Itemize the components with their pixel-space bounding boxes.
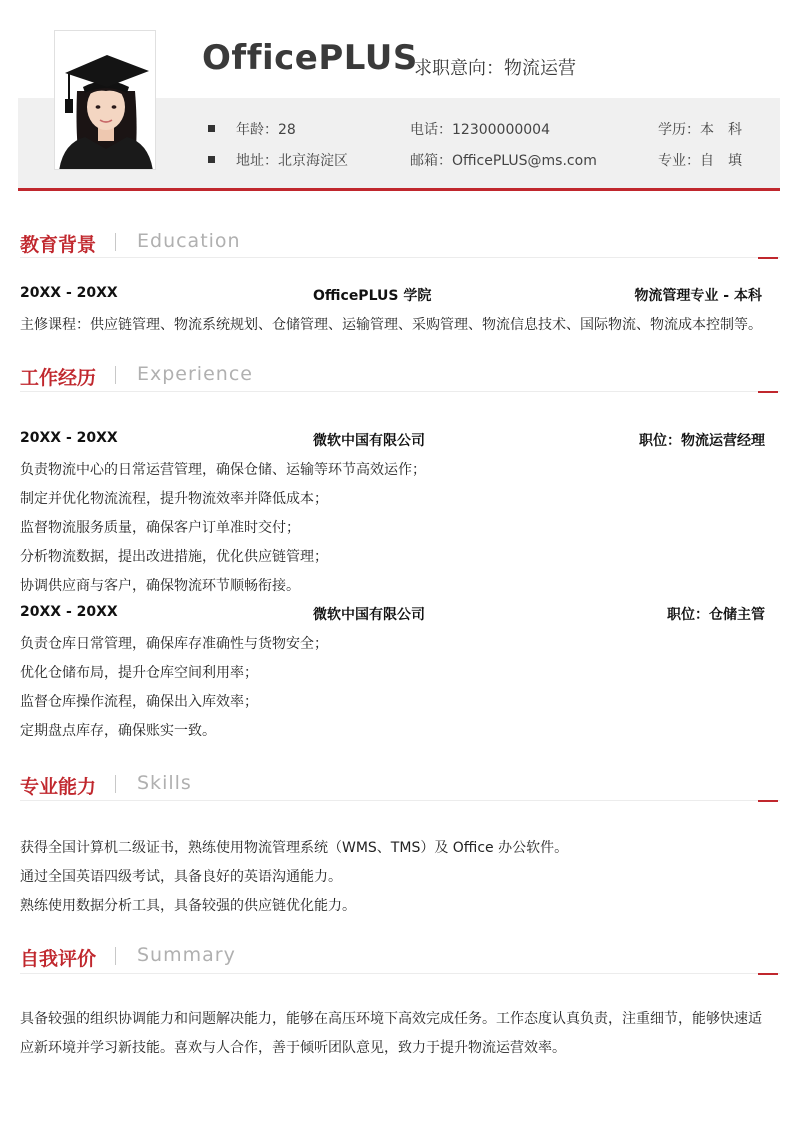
info-address: 地址：北京海淀区 <box>236 153 348 169</box>
bullet-icon <box>208 156 215 163</box>
education-major: 物流管理专业 - 本科 <box>634 288 762 304</box>
skill-item: 熟练使用数据分析工具，具备较强的供应链优化能力。 <box>20 898 356 914</box>
section-subtitle-experience: Experience <box>137 363 253 385</box>
job-duty: 优化仓储布局，提升仓库空间利用率； <box>20 665 258 681</box>
section-subtitle-skills: Skills <box>137 772 192 794</box>
skill-item: 通过全国英语四级考试，具备良好的英语沟通能力。 <box>20 869 342 885</box>
summary-text: 具备较强的组织协调能力和问题解决能力，能够在高压环境下高效完成任务。工作态度认真负责，注重细节，能够快速适应新环境并学习新技能。喜欢与人合作，善于倾听团队意见，致力于提升物流运营效率。 <box>20 1011 762 1056</box>
job-position: 职位：仓储主管 <box>667 607 765 623</box>
section-accent-tick <box>758 391 778 393</box>
job-duty: 监督仓库操作流程，确保出入库效率； <box>20 694 258 710</box>
job-duty: 负责仓库日常管理，确保库存准确性与货物安全； <box>20 636 328 652</box>
section-rule <box>20 800 780 801</box>
section-rule <box>20 973 780 974</box>
job-duty: 负责物流中心的日常运营管理，确保仓储、运输等环节高效运作； <box>20 462 426 478</box>
job-period: 20XX - 20XX <box>20 430 118 446</box>
section-accent-tick <box>758 800 778 802</box>
profile-photo <box>54 30 156 170</box>
section-accent-tick <box>758 973 778 975</box>
section-title-summary: 自我评价 <box>20 948 97 970</box>
section-title-skills: 专业能力 <box>20 776 97 798</box>
job-intent: 求职意向：物流运营 <box>414 58 576 79</box>
info-email: 邮箱：OfficePLUS@ms.com <box>410 153 597 169</box>
job-company: 微软中国有限公司 <box>313 607 425 623</box>
job-duty: 协调供应商与客户，确保物流环节顺畅衔接。 <box>20 578 300 594</box>
job-duty: 定期盘点库存，确保账实一致。 <box>20 723 216 739</box>
section-rule <box>20 391 780 392</box>
info-phone: 电话：12300000004 <box>410 122 550 138</box>
section-rule <box>20 257 780 258</box>
job-duty: 监督物流服务质量，确保客户订单准时交付； <box>20 520 300 536</box>
section-subtitle-education: Education <box>137 230 241 252</box>
section-title-experience: 工作经历 <box>20 367 97 389</box>
header-divider <box>18 188 780 191</box>
education-courses: 主修课程：供应链管理、物流系统规划、仓储管理、运输管理、采购管理、物流信息技术、国际物流、物流成本控制等。 <box>20 317 762 333</box>
section-separator <box>115 947 116 965</box>
skill-item: 获得全国计算机二级证书，熟练使用物流管理系统（WMS、TMS）及 Office 办公软件。 <box>20 840 569 856</box>
info-major: 专业：自 填 <box>658 153 742 169</box>
section-subtitle-summary: Summary <box>137 944 236 966</box>
info-degree: 学历：本 科 <box>658 122 742 138</box>
section-title-education: 教育背景 <box>20 234 97 256</box>
graduate-avatar-icon <box>55 31 156 170</box>
job-company: 微软中国有限公司 <box>313 433 425 449</box>
section-accent-tick <box>758 257 778 259</box>
info-age: 年龄：28 <box>236 122 296 138</box>
education-period: 20XX - 20XX <box>20 285 118 301</box>
job-position: 职位：物流运营经理 <box>639 433 765 449</box>
job-duty: 制定并优化物流流程，提升物流效率并降低成本； <box>20 491 328 507</box>
section-separator <box>115 775 116 793</box>
section-separator <box>115 233 116 251</box>
education-school: OfficePLUS 学院 <box>313 288 432 304</box>
job-period: 20XX - 20XX <box>20 604 118 620</box>
job-duty: 分析物流数据，提出改进措施，优化供应链管理； <box>20 549 328 565</box>
candidate-name: OfficePLUS <box>202 38 418 78</box>
bullet-icon <box>208 125 215 132</box>
section-separator <box>115 366 116 384</box>
